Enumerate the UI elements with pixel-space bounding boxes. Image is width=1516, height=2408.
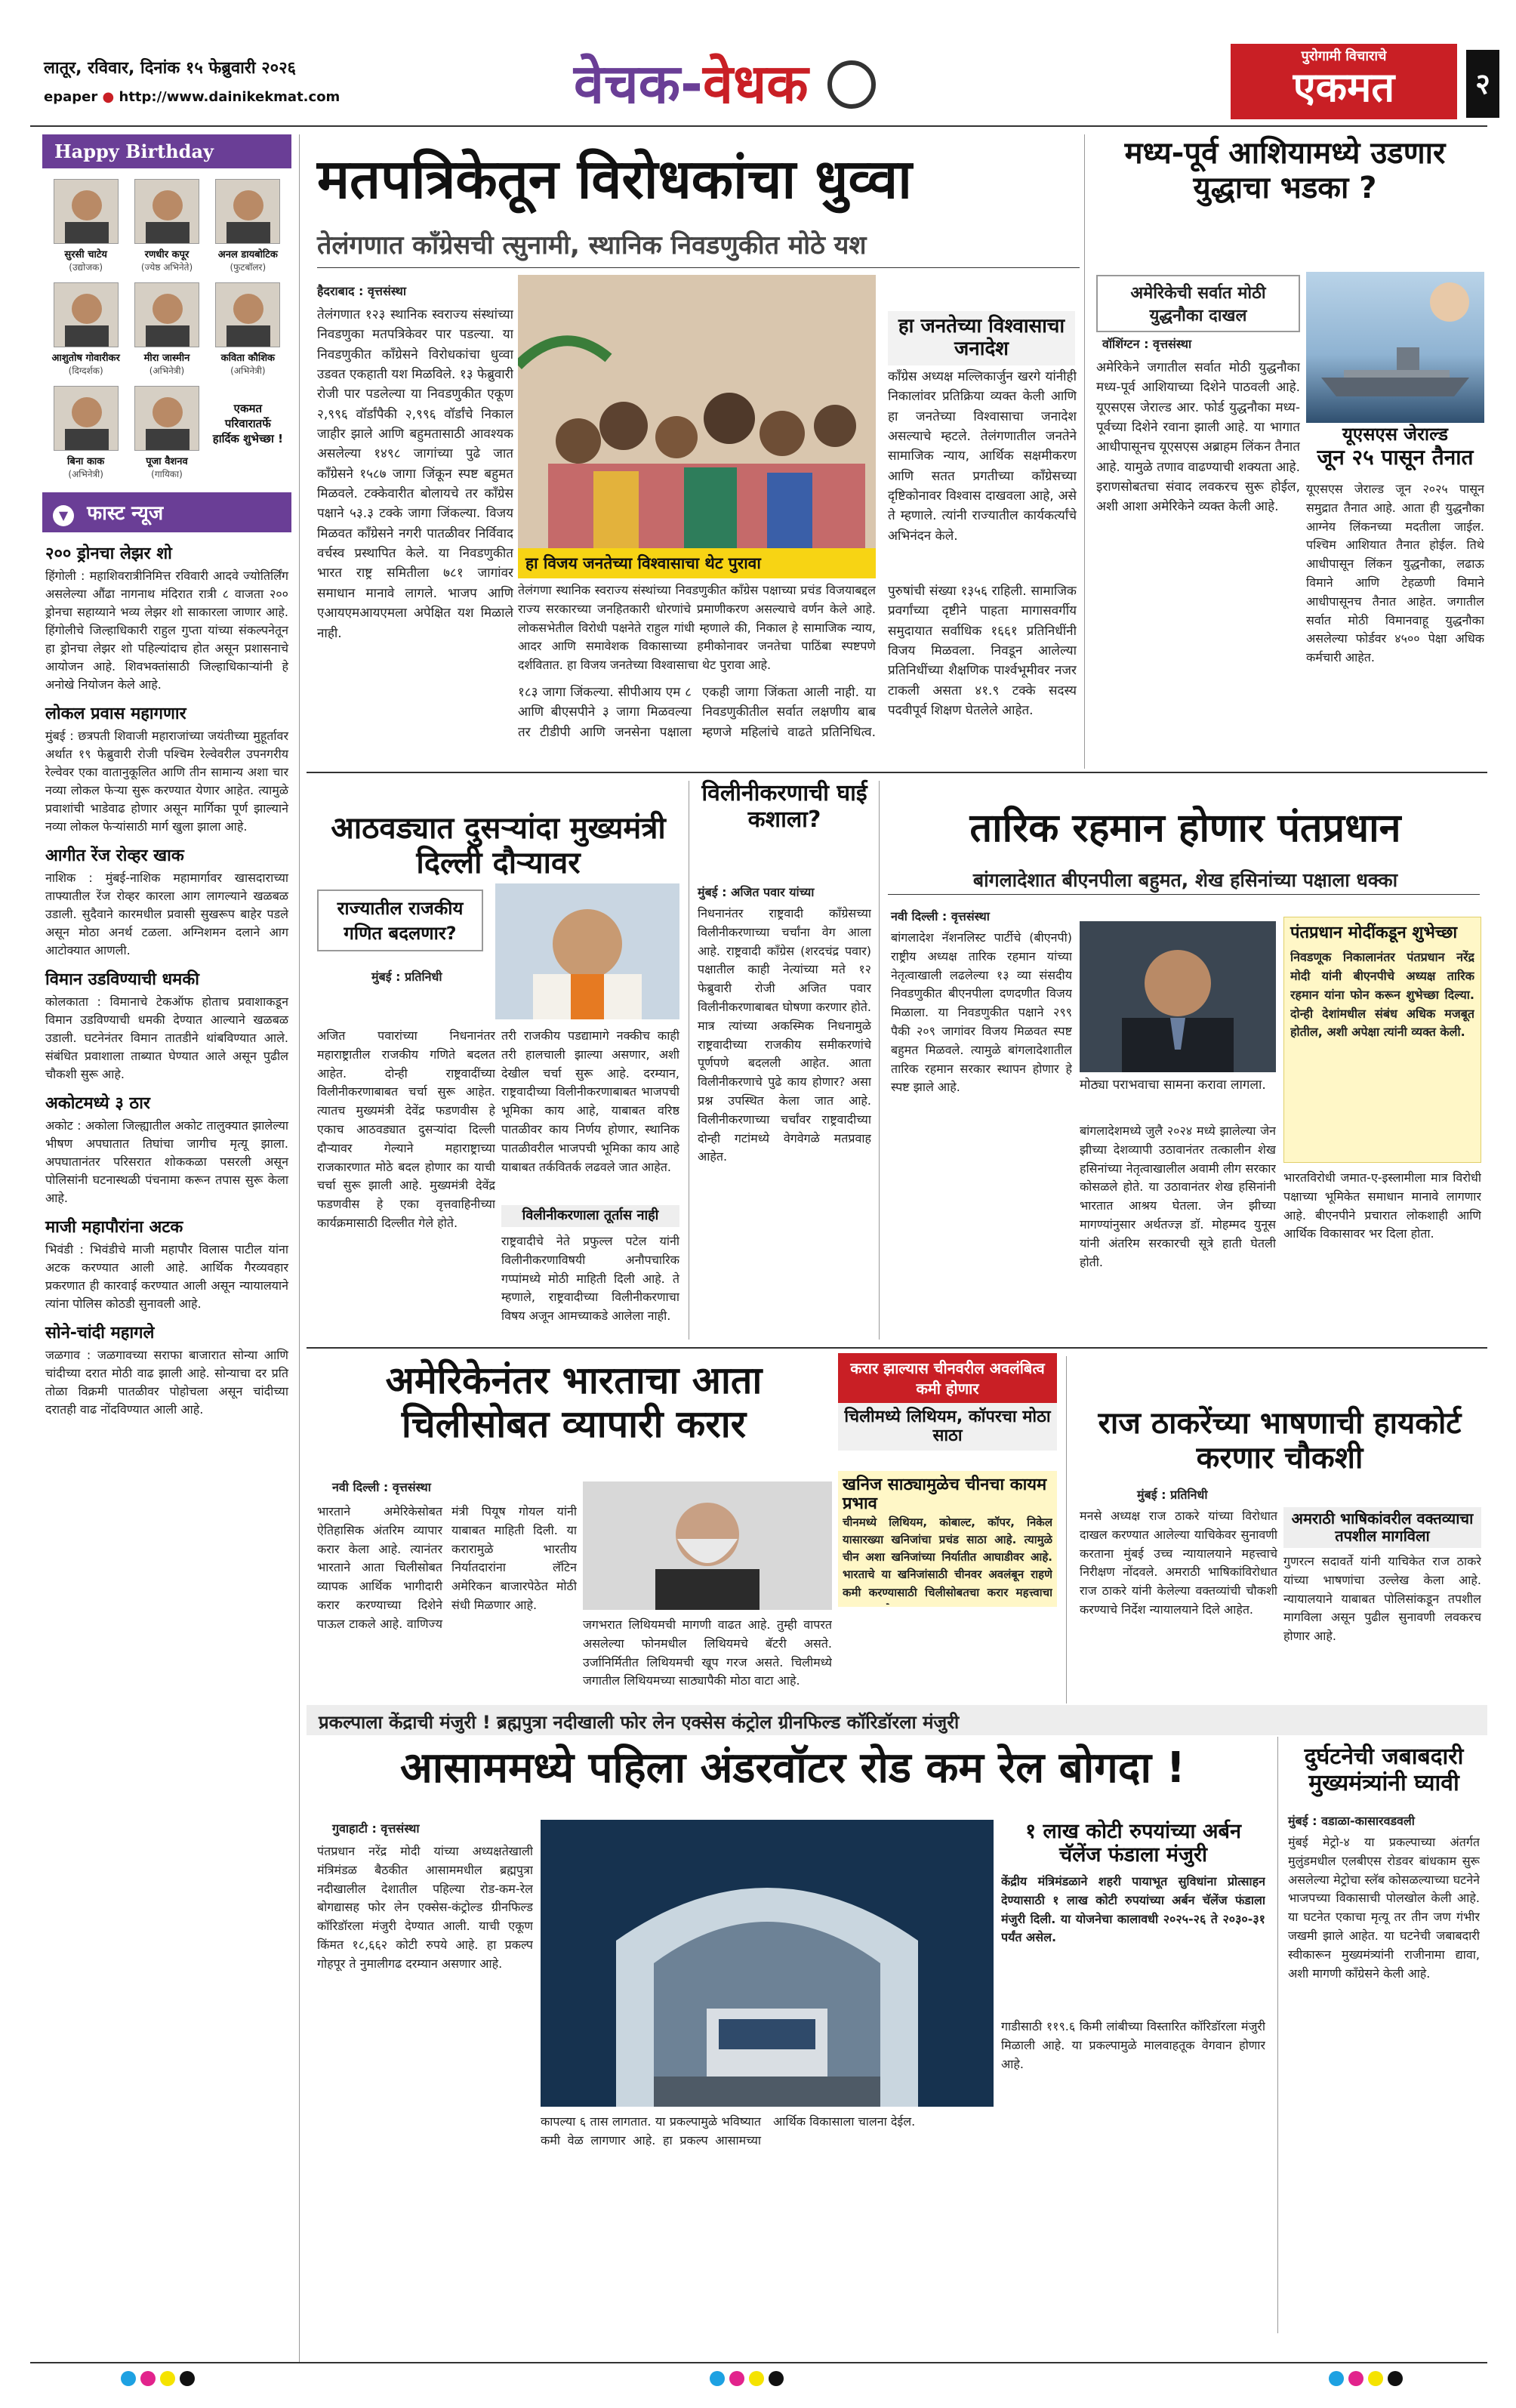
fast-news-title: २०० ड्रोनचा लेझर शो (45, 544, 172, 563)
fast-news-body: मुंबई : छत्रपती शिवाजी महाराजांच्या जयंतीच्या मुहूर्तावर अर्थात १९ फेब्रुवारी रोजी पश्चिम रेल्वेवरील उपनगरीय रेल्वेवर एका वातानुकूलित आणि तीन सामान्य अशा चार नव्या लोकल फेऱ्या सुरू करण्यात येणार आहेत. त्यामुळे प्रवाशांची भाडेवाढ होणार असून मार्गिका पूर्ण झाल्याने नव्या लोकल फेऱ्यांसाठी मार्ग खुला झाला आहे. (45, 729, 288, 834)
tunnel-illustration (541, 1820, 994, 2107)
modi-photo (583, 1481, 832, 1610)
birthday-greeting: एकमत परिवारातर्फे हार्दिक शुभेच्छा ! (212, 402, 283, 446)
fadnavis-inner-head: विलीनीकरणाला तूर्तास नाही (501, 1205, 679, 1227)
fast-news-body: कोलकाता : विमानाचे टेकऑफ होताच प्रवाशाकडून विमान उडविण्याची धमकी देण्यात आल्याने खळबळ उडाली. घटनेनंतर विमान तातडीने थांबविण्यात आले. संबंधित प्रवाशाला ताब्यात घेण्यात आले असून पुढील चौकशी सुरू आहे. (45, 994, 288, 1081)
bangladesh-box-after: भारतविरोधी जमात-ए-इस्लामीला मात्र विरोधी पक्षाच्या भूमिकेत समाधान मानावे लागणार आहे. बीएनपीने प्रचारात लोकशाही आणि आर्थिक विकासावर भर दिला होता. (1283, 1170, 1481, 1241)
mideast-subhead: अमेरिकेची सर्वात मोठी युद्धनौका दाखल (1096, 275, 1300, 332)
assam-headline: आसाममध्ये पहिला अंडरवॉटर रोड कम रेल बोगदा ! (399, 1744, 1186, 1793)
avatar (134, 386, 199, 451)
birthday-person: सुरसी चाटेय (उद्योजक) (48, 179, 123, 273)
fadnavis-headline: आठवड्यात दुसऱ्यांदा मुख्यमंत्री दिल्ली दौऱ्यावर (331, 811, 666, 880)
trade-body-2: जगभरात लिथियमची मागणी वाढत आहे. तुम्ही वापरत असलेल्या फोनमधील लिथियमचे बॅटरी असते. उर्जानिर्मितीत लिथियमची खूप गरज असते. चिलीमध्ये जगातील लिथियमच्या साठ्यापैकी मोठा वाटा आहे. (583, 1617, 832, 1688)
fadnavis-subhead: राज्यातील राजकीय गणित बदलणार? (317, 890, 483, 951)
birthday-grid (42, 168, 291, 480)
chevron-down-icon: ▼ (53, 505, 74, 526)
caption-text: हा विजय जनतेच्या विश्वासाचा थेट पुरावा (525, 554, 761, 572)
lead-body: तेलंगणात १२३ स्थानिक स्वराज्य संस्थांच्या निवडणुका मतपत्रिकेवर पार पडल्या. या निवडणुकीत काँग्रेसने विरोधकांचा धुव्वा उडवत एकहाती यश मिळविले. १३ फेब्रुवारी रोजी पार पडलेल्या या निवडणुकीत एकूण २,९९६ वॉर्डांपैकी २,९९६ वॉर्डांचे निकाल जाहीर झाले आणि बहुमतासाठी आवश्यक असलेल्या १४९८ जागांच्या पुढे जात काँग्रेसने १५८७ जागा जिंकून स्पष्ट बहुमत मिळवले. टक्केवारीत बोलायचे तर काँग्रेस पक्षाने ५३.३ टक्के जागा जिंकल्या. विजय मिळवत काँग्रेसने नगरी पातळीवर निर्विवाद वर्चस्व प्रस्थापित केले. या निवडणुकीत भारत राष्ट्र समितीला ७८१ जागांवर समाधान मानावे लागले. भाजप आणि एआयएमआयएमला अपेक्षित यश मिळाले नाही. (317, 307, 513, 641)
fast-news-body: अकोट : अकोला जिल्ह्यातील अकोट तालुक्यात झालेल्या भीषण अपघातात तिघांचा जागीच मृत्यू झाला. अपघातानंतर परिसरात शोककळा पसरली असून पोलिसांनी घटनास्थळी पंचनामा करून तपास सुरू केला आहे. (45, 1118, 288, 1205)
trust-body-2: पुरुषांची संख्या १३५६ राहिली. सामाजिक प्रवर्गांच्या दृष्टीने पाहता मागासवर्गीय समुदायात सर्वाधिक १६६१ प्रतिनिधींनी विजय मिळवला. निवडून आलेल्या प्रतिनिधींच्या शैक्षणिक पार्श्वभूमीवर नजर टाकली असता ४१.९ टक्के सदस्य पदवीपूर्व शिक्षण घेतलेले आहेत. (888, 584, 1077, 719)
lead-photo-caption (518, 548, 876, 578)
lead-body-2: १८३ जागा जिंकल्या. सीपीआय एम ८ आणि बीएसपीने ३ जागा मिळवल्या तर टीडीपी आणि जनसेना पक्षाला एकही जागा जिंकता आली नाही. या निवडणुकीतील सर्वात लक्षणीय बाब म्हणजे महिलांचे वाढते प्रतिनिधित्व. (518, 685, 876, 740)
mideast-headline: मध्य-पूर्व आशियामध्ये उडणार युद्धाचा भडका ? (1124, 136, 1446, 205)
avatar (215, 282, 280, 347)
fast-news-title: आगीत रेंज रोव्हर खाक (45, 846, 184, 865)
bangladesh-body: बांगलादेश नॅशनलिस्ट पार्टीचे (बीएनपी) राष्ट्रीय अध्यक्ष तारिक रहमान यांच्या नेतृत्वाखाली लढलेल्या १३ व्या संसदीय निवडणुकीत बीएनपीला दणदणीत विजय मिळाला. या निवडणुकीत पक्षाने २९९ पैकी २०९ जागांवर विजय मिळवत स्पष्ट बहुमत मिळवले. त्यामुळे बांगलादेशातील तारिक रहमान सरकार स्थापन होणार हे स्पष्ट झाले आहे. (891, 930, 1072, 1095)
mideast-body: अमेरिकेने जगातील सर्वात मोठी युद्धनौका मध्य-पूर्व आशियाच्या दिशेने पाठवली आहे. यूएसएस जेराल्ड आर. फोर्ड युद्धनौका मध्य-पूर्वच्या दिशेने रवाना झाली आहे. या भागात आधीपासूनच यूएसएस अब्राहम लिंकन तैनात आहे. यामुळे तणाव वाढण्याची शक्यता आहे. इराणसोबतचा संवाद लवकरच सुरू होईल, अशी आशा अमेरिकेने व्यक्त केली आहे. (1096, 360, 1300, 515)
page-number: २ (1466, 50, 1499, 118)
fast-news-title: अकोटमध्ये ३ ठार (45, 1094, 150, 1113)
trade-body: भारताने अमेरिकेसोबत ऐतिहासिक अंतरिम व्यापार करार केला आहे. त्यानंतर भारताने आता चिलीसोबत व्यापक आर्थिक भागीदारी करार करण्याच्या दिशेने पाऊल टाकले आहे. वाणिज्य मंत्री पियूष गोयल यांनी याबाबत माहिती दिली. या करारामुळे भारतीय निर्यातदारांना लॅटिन अमेरिकन बाजारपेठेत मोठी संधी मिळणार आहे. (317, 1504, 577, 1631)
lead-photo (518, 275, 876, 548)
bangladesh-dateline: नवी दिल्ली : वृत्तसंस्था (891, 909, 990, 923)
fast-news-body: जळगाव : जळगावच्या सराफा बाजारात सोन्या आणि चांदीच्या दरात मोठी वाढ झाली आहे. सोन्याचा दर प्रति तोळा विक्रमी पातळीवर पोहोचला असून चांदीच्या दरातही वाढ नोंदविण्यात आली आहे. (45, 1348, 288, 1417)
avatar (134, 179, 199, 244)
fast-news-body: हिंगोली : महाशिवरात्रीनिमित्त रविवारी आदवे ज्योतिर्लिंग असलेल्या औंढा नागनाथ मंदिरात रात्री ८ वाजता २०० ड्रोनचा सहाय्याने भव्य लेझर शो साकारला जाणार आहे. हिंगोलीचे जिल्हाधिकारी राहुल गुप्ता यांच्या संकल्पनेतून हा ड्रोनचा लेझर शो पहिल्यांदाच होत असून प्रशासनाचे आयोजन आहे. शिवभक्तांसाठी जिल्हाधिकाऱ्यांनी हे अनोखे नियोजन केले आहे. (45, 569, 288, 692)
mideast-dateline: वॉशिंग्टन : वृत्तसंस्था (1102, 337, 1192, 351)
merger-dateline: मुंबई : अजित पवार यांच्या (698, 885, 815, 899)
fadnavis-dateline: मुंबई : प्रतिनिधी (371, 970, 442, 984)
fast-news-title: सोने-चांदी महागले (45, 1324, 155, 1343)
avatar (54, 179, 119, 244)
bangladesh-subhead: बांगलादेशात बीएनपीला बहुमत, शेख हसिनांच्या पक्षाला धक्का (972, 869, 1398, 891)
raj-dateline: मुंबई : प्रतिनिधी (1137, 1488, 1208, 1502)
modi-greetings-box: पंतप्रधान मोदींकडून शुभेच्छा निवडणूक निकालानंतर पंतप्रधान नरेंद्र मोदी यांनी बीएनपीचे अध्यक्ष तारिक रहमान यांना फोन करून शुभेच्छा दिल्या. दोन्ही देशांमधील संबंध अधिक मजबूत होतील, अशी अपेक्षा त्यांनी व्यक्त केली. (1283, 917, 1481, 1163)
globe-icon: ● (102, 89, 115, 105)
fast-news-list (42, 532, 291, 1419)
fadnavis-body-2: तरी राजकीय पडद्यामागे नक्कीच काही तरी हालचाली झाल्या असणार, अशी देखील चर्चा सुरू आहे. दरम्यान, राष्ट्रवादीच्या विलीनीकरणाबाबत भाजपची भूमिका काय आहे, याबाबत वरिष्ठ पातळीवर काय निर्णय होणार, स्थानिक पातळीवरील भाजपची भूमिका काय आहे याबाबत तर्कवितर्क लढवले जात आहेत. (501, 1028, 679, 1174)
lead-dateline: हैदराबाद : वृत्तसंस्था (317, 284, 407, 298)
lead-subhead: तेलंगणात काँग्रेसची त्सुनामी, स्थानिक निवडणुकीत मोठे यश (317, 230, 867, 261)
bangladesh-body-2: बांगलादेशमध्ये जुलै २०२४ मध्ये झालेल्या जेन झीच्या देशव्यापी उठावानंतर तत्कालीन शेख हसिनांच्या नेतृत्वाखालील अवामी लीग सरकार कोसळले होते. या उठावानंतर शेख हसिनांनी भारतात आश्रय घेतला. जेन झीच्या मागण्यांनुसार अर्थतज्ज्ञ डॉ. मोहम्मद युनूस यांनी अंतरिम सरकारची सूत्रे हाती घेतली होती. (1080, 1124, 1276, 1269)
tarique-caption: मोठ्या पराभवाचा सामना करावा लागला. (1080, 1078, 1266, 1093)
fast-news-body: भिवंडी : भिवंडीचे माजी महापौर विलास पाटील यांना अटक करण्यात आली आहे. आर्थिक गैरव्यवहार प्रकरणात ही कारवाई करण्यात आली असून न्यायालयाने त्यांना पोलिस कोठडी सुनावली आहे. (45, 1242, 288, 1311)
urban-fund-box: १ लाख कोटी रुपयांच्या अर्बन चॅलेंज फंडाला मंजुरी केंद्रीय मंत्रिमंडळाने शहरी पायाभूत सुविधांना प्रोत्साहन देण्यासाठी १ लाख कोटी रुपयांच्या अर्बन चॅलेंज फंडाला मंजुरी दिली. या योजनेचा कालावधी २०२५-२६ ते २०३०-३१ पर्यंत असेल. गाडीसाठी ११९.६ किमी लांबीच्या विस्तारित कॉरिडॉरला मंजुरी मिळाली आहे. या प्रकल्पामुळे मालवाहतूक वेगवान होणार आहे. (1001, 1820, 1265, 2071)
fast-news-title: लोकल प्रवास महागणार (45, 705, 186, 723)
ship-illustration (1306, 272, 1484, 423)
mumbai-body: मुंबई मेट्रो-४ या प्रकल्पाच्या अंतर्गत मुलुंडमधील एलबीएस रोडवर बांधकाम सुरू असलेल्या मेट्रोचा स्लॅब कोसळल्याच्या घटनेने भाजपच्या विकासाची पोलखोल केली आहे. या घटनेत एकाचा मृत्यू तर तीन जण गंभीर जखमी झाले आहेत. या घटनेची जबाबदारी स्वीकारून मुख्यमंत्र्यांनी राजीनामा द्यावा, अशी मागणी काँग्रेसने केली आहे. (1288, 1835, 1480, 1981)
lead-caption-body: तेलंगणा स्थानिक स्वराज्य संस्थांच्या निवडणुकीत काँग्रेस पक्षाच्या प्रचंड विजयाबद्दल राज्य सरकारच्या जनहितकारी धोरणांचे प्रमाणीकरण असल्याचे वर्णन केले आहे. लोकसभेतील विरोधी पक्षनेते राहुल गांधी म्हणाले की, निकाल हे सामाजिक न्याय, आदर आणि समावेशक विकासाच्या हमीकोनावर जनतेचा पाठिंबा स्पष्टपणे दर्शवितात. हा विजय जनतेच्या विश्वासाचा थेट पुरावा आहे. (518, 583, 876, 673)
warship-side-body: यूएसएस जेराल्ड जून २०२५ पासून समुद्रात तैनात आहे. आता ही युद्धनौका आग्नेय लिंकनच्या मदतीला जाईल. पश्चिम आशियात तैनात होईल. तिथे आधीपासून लिंकन युद्धनौका, लढाऊ विमाने आणि टेहळणी विमाने आधीपासूनच तैनात आहेत. जगातील सर्वात मोठी विमानवाहू युद्धनौका असलेल्या फोर्डवर ४५०० पेक्षा अधिक कर्मचारी आहेत. (1306, 482, 1484, 665)
raj-box: अमराठी भाषिकांवरील वक्तव्याचा तपशील मागविला गुणरत्न सदावर्ते यांनी याचिकेत राज ठाकरे यांच्या भाषणांचा उल्लेख केला आहे. न्यायालयाने याबाबत पोलिसांकडून तपशील मागविला असून पुढील सुनावणी लवकरच होणार आहे. (1283, 1507, 1481, 1703)
crowd-photo (518, 275, 876, 548)
fast-news-header: ▼ फास्ट न्यूज (42, 492, 291, 532)
fast-news-title: विमान उडविण्याची धमकी (45, 970, 199, 989)
fadnavis-photo (495, 883, 679, 1019)
mumbai-headline: दुर्घटनेची जबाबदारी मुख्यमंत्र्यांनी घ्यावी (1304, 1744, 1464, 1796)
brand-logo: पुरोगामी विचाराचे एकमत (1231, 44, 1457, 119)
tarique-photo (1080, 921, 1276, 1072)
avatar (134, 282, 199, 347)
trade-red-box: करार झाल्यास चीनवरील अवलंबित्व कमी होणार चिलीमध्ये लिथियम, कॉपरचा मोठा साठा (838, 1353, 1057, 1451)
portrait-illustration (495, 883, 679, 1019)
birthday-person: आशुतोष गोवारीकर (दिग्दर्शक) (48, 282, 123, 377)
trade-dateline: नवी दिल्ली : वृत्तसंस्था (332, 1480, 431, 1494)
section-title: वेचक-वेधक (574, 45, 876, 119)
portrait-illustration (1080, 921, 1276, 1072)
dateline: लातूर, रविवार, दिनांक १५ फेब्रुवारी २०२६ (44, 59, 296, 78)
fadnavis-body: अजित पवारांच्या निधनानंतर महाराष्ट्रातील राजकीय गणिते बदलत आहेत. दोन्ही राष्ट्रवादींच्या विलीनीकरणाबाबत चर्चा सुरू आहेत. त्यातच मुख्यमंत्री देवेंद्र फडणवीस हे एकाच आठवड्यात दुसऱ्यांदा दिल्ली दौऱ्यावर गेल्याने महाराष्ट्राच्या राजकारणात मोठे बदल होणार का याची चर्चा सुरू झाली आहे. मुख्यमंत्री देवेंद्र फडणवीस हे एका वृत्तवाहिनीच्या कार्यक्रमासाठी दिल्लीत गेले होते. (317, 1028, 495, 1230)
portrait-illustration (583, 1481, 832, 1610)
masthead (30, 44, 1490, 127)
tunnel-photo (541, 1820, 994, 2107)
assam-dateline: गुवाहाटी : वृत्तसंस्था (332, 1821, 420, 1836)
avatar (54, 386, 119, 451)
merger-headline: विलीनीकरणाची घाई कशाला? (701, 780, 867, 833)
trust-body: काँग्रेस अध्यक्ष मल्लिकार्जुन खरगे यांनीही निकालांवर प्रतिक्रिया व्यक्त केली आणि हा जनतेच्या विश्वासाचा जनादेश असल्याचे म्हटले. तेलंगणातील जनतेने सामाजिक न्याय, आर्थिक सक्षमीकरण आणि सतत प्रगतीच्या काँग्रेसच्या दृष्टिकोनावर विश्वास दाखवला आहे, असे ते म्हणाले. त्यांनी राज्यातील कार्यकर्त्यांचे अभिनंदन केले. (888, 369, 1077, 544)
merger-body: निधनानंतर राष्ट्रवादी काँग्रेसच्या विलीनीकरणाच्या चर्चांना वेग आला आहे. राष्ट्रवादी काँग्रेस (शरदचंद्र पवार) पक्षातील काही नेत्यांच्या मते १२ फेब्रुवारी रोजी अजित पवार विलीनीकरणाबाबत घोषणा करणार होते. मात्र त्यांच्या अकस्मिक निधनामुळे राष्ट्रवादीच्या राजकीय समीकरणांचे पूर्णपणे बदलली आहेत. आता विलीनीकरणाचे पुढे काय होणार? असा प्रश्न उपस्थित केला जात आहे. विलीनीकरणाच्या चर्चांवर राष्ट्रवादीच्या दोन्ही गटांमध्ये वेगवेगळे मतप्रवाह आहेत. (698, 906, 871, 1164)
raj-headline: राज ठाकरेंच्या भाषणाची हायकोर्ट करणार चौकशी (1098, 1406, 1462, 1475)
assam-body: पंतप्रधान नरेंद्र मोदी यांच्या अध्यक्षतेखाली मंत्रिमंडळ बैठकीत आसाममधील ब्रह्मपुत्रा नदीखालील देशातील पहिल्या रोड-कम-रेल बोगद्यासह फोर लेन एक्सेस-कंट्रोल्ड ग्रीनफिल्ड कॉरिडॉरला मंजुरी देण्यात आली. याची एकूण किंमत १८,६६२ कोटी रुपये आहे. हा प्रकल्प गोहपूर ते नुमालीगढ दरम्यान असणार आहे. (317, 1844, 533, 1971)
fast-news-body: नाशिक : मुंबई-नाशिक महामार्गावर खासदाराच्या ताफ्यातील रेंज रोव्हर कारला आग लागल्याने खळबळ उडाली. सुदैवाने कारमधील प्रवासी सुखरूप बाहेर पडले असून मोठा अनर्थ टळला. अग्निशमन दलाने आग आटोक्यात आणली. (45, 871, 288, 957)
bangladesh-headline: तारिक रहमान होणार पंतप्रधान (969, 806, 1401, 851)
birthday-person: रणधीर कपूर (ज्येष्ठ अभिनेते) (129, 179, 204, 273)
fadnavis-inner-body: राष्ट्रवादीचे नेते प्रफुल्ल पटेल यांनी विलीनीकरणाविषयी अनौपचारिक गप्पांमध्ये मोठी माहिती दिली आहे. ते म्हणाले, राष्ट्रवादीच्या विलीनीकरणाचा विषय अजून आमच्याकडे आलेला नाही. (501, 1234, 679, 1324)
trade-headline: अमेरिकेनंतर भारताचा आता चिलीसोबत व्यापारी करार (385, 1358, 763, 1446)
birthday-person: मीरा जास्मीन (अभिनेत्री) (129, 282, 204, 377)
birthday-person: बिना काक (अभिनेत्री) (48, 386, 123, 480)
warship-caption: यूएसएस जेराल्ड जून २५ पासून तैनात (1317, 424, 1474, 470)
sidebar (42, 134, 291, 2324)
birthday-title: Happy Birthday (42, 134, 291, 168)
raj-body: मनसे अध्यक्ष राज ठाकरे यांच्या विरोधात दाखल करण्यात आलेल्या याचिकेवर सुनावणी करताना मुंबई उच्च न्यायालयाने महत्त्वाचे निरीक्षण नोंदवले. अमराठी भाषिकांविरोधात राज ठाकरे यांनी केलेल्या वक्तव्यांची चौकशी करण्याचे निर्देश न्यायालयाने दिले आहेत. (1080, 1509, 1277, 1617)
warship-photo (1306, 272, 1484, 423)
birthday-person: कविता कौशिक (अभिनेत्री) (211, 282, 285, 377)
mumbai-dateline: मुंबई : वडाळा-कासारवडवली (1288, 1814, 1415, 1828)
avatar (215, 179, 280, 244)
trust-headline: हा जनतेच्या विश्वासाचा जनादेश (888, 311, 1075, 365)
assam-body-2: कापल्या ६ तास लागतात. या प्रकल्पामुळे भविष्यात कमी वेळ लागणार आहे. हा प्रकल्प आसामच्या आर्थिक विकासाला चालना देईल. (541, 2114, 916, 2147)
avatar (54, 282, 119, 347)
birthday-person: अनल डायबोटिक (फुटबॉलर) (211, 179, 285, 273)
birthday-person: पूजा वैशनव (गायिका) (129, 386, 204, 480)
magnifier-icon (827, 60, 876, 109)
epaper-line[interactable]: epaper ● http://www.dainikekmat.com (44, 89, 340, 105)
fast-news-title: माजी महापौरांना अटक (45, 1218, 183, 1237)
trade-mineral-box: खनिज साठ्यामुळेच चीनचा कायम प्रभाव चीनमध्ये लिथियम, कोबाल्ट, कॉपर, निकेल यासारख्या खनिजांचा प्रचंड साठा आहे. त्यामुळे चीन अशा खनिजांच्या निर्यातीत आघाडीवर आहे. भारताचे या खनिजांसाठी चीनवर अवलंबून राहणे कमी करण्यासाठी चिलीसोबतचा करार महत्त्वाचा (838, 1471, 1057, 1607)
lead-headline: मतपत्रिकेतून विरोधकांचा धुव्वा (317, 147, 912, 211)
banner-strip: प्रकल्पाला केंद्राची मंजुरी ! ब्रह्मपुत्रा नदीखाली फोर लेन एक्सेस कंट्रोल ग्रीनफिल्ड कॉरिडॉरला मंजुरी (307, 1705, 1487, 1735)
registration-marks (30, 2362, 1487, 2392)
